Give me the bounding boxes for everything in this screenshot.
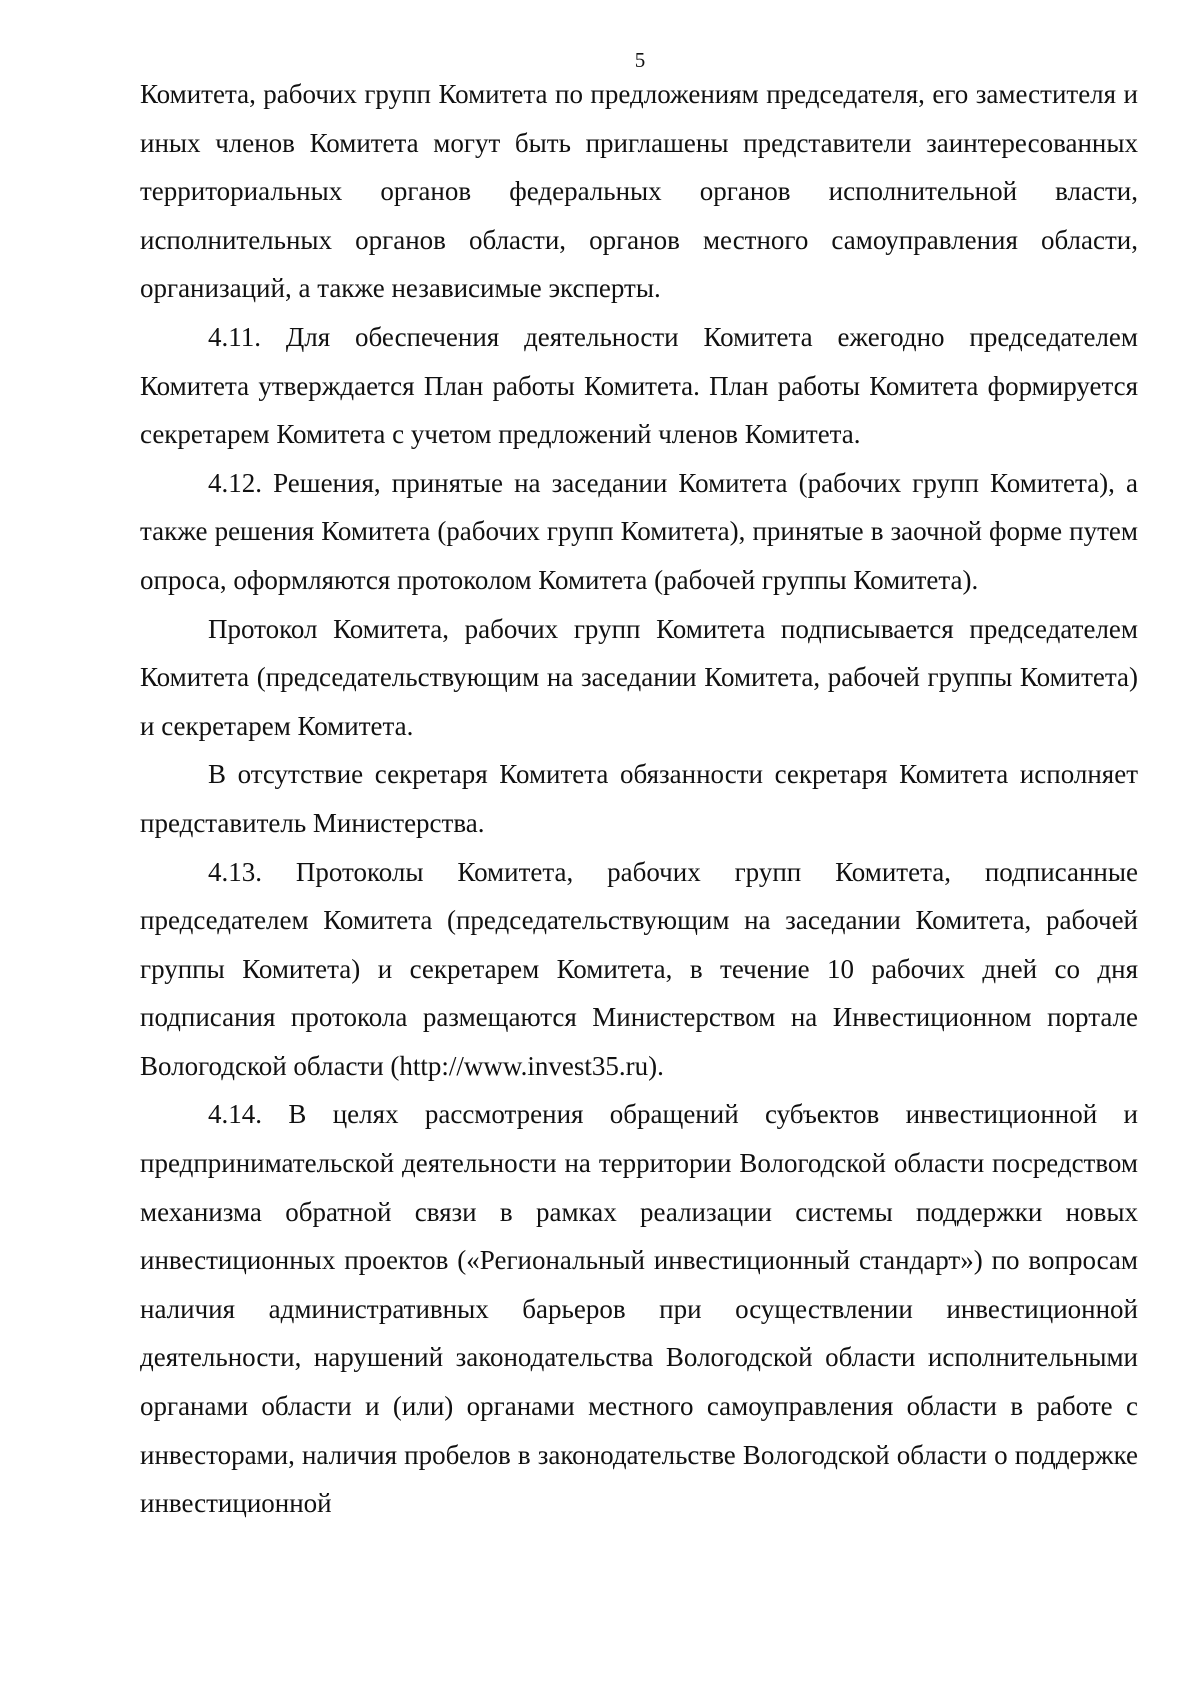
page-number: 5 — [634, 48, 646, 72]
document-body — [140, 70, 1138, 1528]
paragraph-committee-invitations: Комитета, рабочих групп Комитета по предложениям председателя, его заместителя и иных членов Комитета могут быть приглашены представители заинтересованных территориальных органов федеральных органов исполнительной власти, исполнительных органов области, органов местного самоуправления области, организаций, а также независимые эксперты. — [140, 79, 1138, 304]
paragraph-protocol-signing: Протокол Комитета, рабочих групп Комитета подписывается председателем Комитета (председательствующим на заседании Комитета, рабочей группы Комитета) и секретарем Комитета. — [140, 613, 1138, 741]
paragraph-4-14-investor-appeals: 4.14. В целях рассмотрения обращений субъектов инвестиционной и предпринимательской деятельности на территории Вологодской области посредством механизма обратной связи в рамках реализации системы поддержки новых инвестиционных проектов («Региональный инвестиционный стандарт») по вопросам наличия административных барьеров при осуществлении инвестиционной деятельности, нарушений законодательства Вологодской области исполнительными органами области и (или) органами местного самоуправления области в работе с инвесторами, наличия пробелов в законодательстве Вологодской области о поддержке инвестиционной — [140, 1099, 1138, 1519]
paragraph-4-12-decisions: 4.12. Решения, принятые на заседании Комитета (рабочих групп Комитета), а также решения Комитета (рабочих групп Комитета), принятые в заочной форме путем опроса, оформляются протоколом Комитета (рабочей группы Комитета). — [140, 467, 1138, 595]
paragraph-4-11-work-plan: 4.11. Для обеспечения деятельности Комитета ежегодно председателем Комитета утверждается План работы Комитета. План работы Комитета формируется секретарем Комитета с учетом предложений членов Комитета. — [140, 321, 1138, 450]
paragraph-secretary-absence: В отсутствие секретаря Комитета обязанности секретаря Комитета исполняет представитель Министерства. — [140, 759, 1138, 838]
paragraph-4-13-protocol-publication: 4.13. Протоколы Комитета, рабочих групп Комитета, подписанные председателем Комитета (председательствующим на заседании Комитета, рабочей группы Комитета) и секретарем Комитета, в течение 10 рабочих дней со дня подписания протокола размещаются Министерством на Инвестиционном портале Вологодской области (http://www.invest35.ru). — [140, 856, 1138, 1081]
